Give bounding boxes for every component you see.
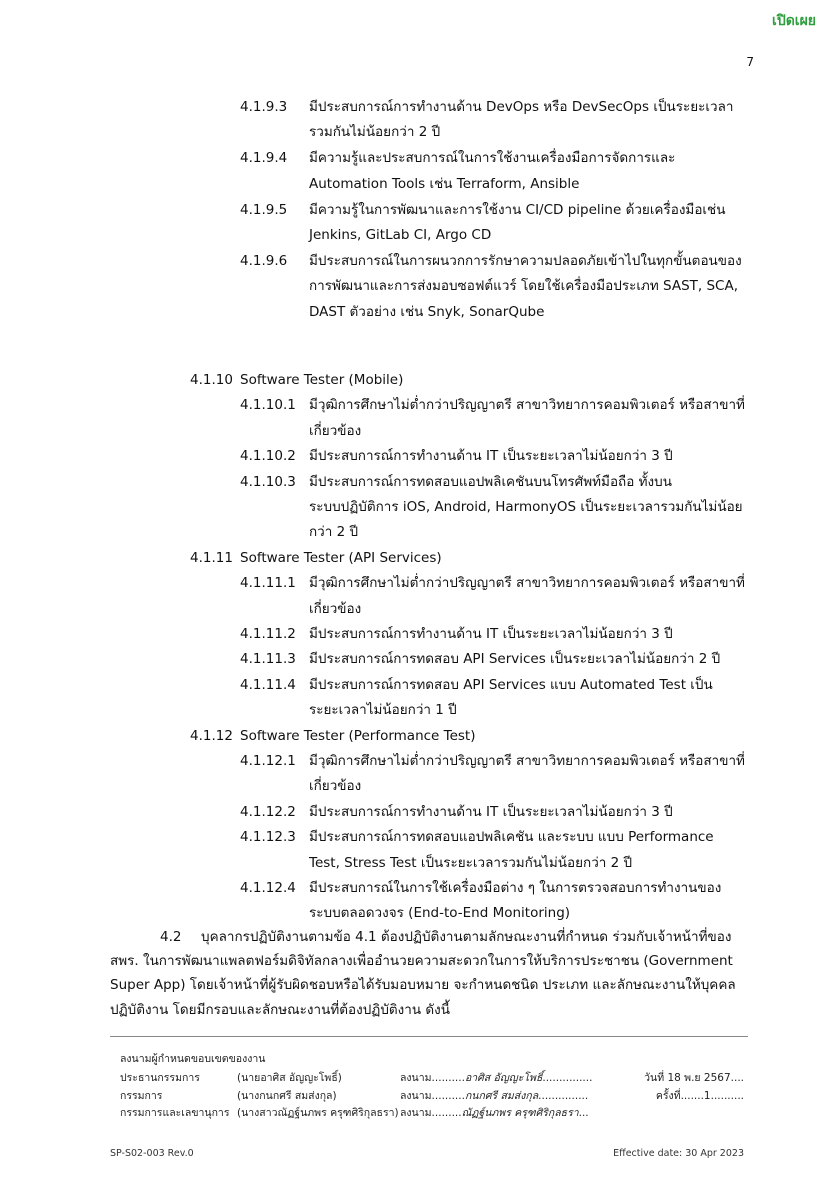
item-text-line: Test, Stress Test เป็นระยะเวลารวมกันไม่น้อยกว่า 2 ปี: [309, 854, 633, 871]
item-text-line: รวมกันไม่น้อยกว่า 2 ปี: [309, 124, 441, 141]
item-number: 4.1.10.3: [240, 473, 296, 490]
item-text-line: DAST ตัวอย่าง เช่น Snyk, SonarQube: [309, 303, 545, 320]
signature-name: กนกศรี สมส่งกุล: [464, 1089, 539, 1102]
item-number: 4.1.10.2: [240, 448, 296, 465]
section-number: 4.1.10: [190, 372, 233, 388]
signature-suffix: ...............: [542, 1072, 593, 1084]
item-text-line: ระยะเวลาไม่น้อยกว่า 1 ปี: [309, 702, 457, 719]
paragraph-line: Super App) โดยเจ้าหน้าที่ผู้รับผิดชอบหรือได้รับมอบหมาย จะกำหนดชนิด ประเภท และลักษณะงานให้บุคคล: [110, 977, 736, 994]
signature-prefix: ลงนาม..........: [400, 1072, 465, 1084]
disclosure-badge: เปิดเผย: [772, 13, 816, 29]
item-text-line: มีประสบการณ์การทำงานด้าน IT เป็นระยะเวลาไม่น้อยกว่า 3 ปี: [309, 803, 673, 820]
item-number: 4.1.12.2: [240, 803, 296, 820]
signature-name: ณัฏฐ์นภพร ครุฑศิริกุลธรา: [461, 1107, 579, 1119]
item-text-line: มีความรู้ในการพัฒนาและการใช้งาน CI/CD pipeline ด้วยเครื่องมือเช่น: [309, 201, 726, 218]
footer-effective-date: Effective date: 30 Apr 2023: [613, 1148, 744, 1159]
signature-heading: ลงนามผู้กำหนดขอบเขตของงาน: [120, 1053, 266, 1065]
signer-role: กรรมการ: [120, 1089, 163, 1102]
signature-line: [400, 1089, 588, 1103]
item-number: 4.1.9.6: [240, 252, 288, 269]
item-text-line: เกี่ยวข้อง: [309, 778, 362, 795]
paragraph-line: สพร. ในการพัฒนาแพลตฟอร์มดิจิทัลกลางเพื่ออำนวยความสะดวกในการให้บริการประชาชน (Government: [110, 953, 733, 970]
signer-name: (นายอาศิส อัญญะโพธิ์): [237, 1072, 342, 1084]
item-text-line: มีประสบการณ์การทำงานด้าน IT เป็นระยะเวลาไม่น้อยกว่า 3 ปี: [309, 448, 673, 465]
item-text-line: ระบบปฏิบัติการ iOS, Android, HarmonyOS เป็นระยะเวลารวมกันไม่น้อย: [309, 499, 743, 515]
item-text-line: มีวุฒิการศึกษาไม่ต่ำกว่าปริญญาตรี สาขาวิทยาการคอมพิวเตอร์ หรือสาขาที่: [309, 753, 745, 769]
item-text-line: ระบบตลอดวงจร (End-to-End Monitoring): [309, 905, 571, 922]
item-text-line: Jenkins, GitLab CI, Argo CD: [309, 227, 492, 243]
item-number: 4.1.12.3: [240, 829, 296, 846]
item-text-line: กว่า 2 ปี: [309, 524, 359, 541]
item-number: 4.1.12.1: [240, 753, 296, 769]
item-text-line: มีประสบการณ์การทดสอบ API Services เป็นระยะเวลาไม่น้อยกว่า 2 ปี: [309, 651, 721, 668]
section-number: 4.1.12: [190, 727, 233, 744]
item-number: 4.1.11.4: [240, 676, 296, 693]
item-number: 4.1.11.3: [240, 651, 296, 668]
paragraph-number: 4.2: [160, 929, 182, 945]
page-number: 7: [746, 55, 754, 69]
item-number: 4.1.12.4: [240, 880, 296, 896]
footer-doc-code: SP-S02-003 Rev.0: [110, 1148, 194, 1159]
item-text-line: มีความรู้และประสบการณ์ในการใช้งานเครื่องมือการจัดการและ: [309, 150, 676, 167]
item-text-line: มีวุฒิการศึกษาไม่ต่ำกว่าปริญญาตรี สาขาวิทยาการคอมพิวเตอร์ หรือสาขาที่: [309, 575, 745, 592]
section-title: Software Tester (Performance Test): [240, 727, 476, 744]
signature-suffix: ...: [578, 1107, 589, 1119]
signer-role: ประธานกรรมการ: [120, 1072, 200, 1084]
signature-meta: วันที่ 18 พ.ย 2567....: [644, 1072, 744, 1084]
signature-line: [400, 1106, 589, 1120]
item-number: 4.1.11.1: [240, 575, 296, 592]
item-text-line: มีประสบการณ์การทำงานด้าน IT เป็นระยะเวลาไม่น้อยกว่า 3 ปี: [309, 626, 673, 642]
section-number: 4.1.11: [190, 549, 233, 566]
section-title: Software Tester (API Services): [240, 549, 442, 566]
signature-meta: ครั้งที่.......1..........: [655, 1089, 744, 1102]
signature-line: [400, 1071, 592, 1085]
item-text-line: การพัฒนาและการส่งมอบซอฟต์แวร์ โดยใช้เครื่องมือประเภท SAST, SCA,: [309, 278, 739, 295]
item-text-line: เกี่ยวข้อง: [309, 422, 362, 439]
item-text-line: มีวุฒิการศึกษาไม่ต่ำกว่าปริญญาตรี สาขาวิทยาการคอมพิวเตอร์ หรือสาขาที่: [309, 397, 745, 414]
item-number: 4.1.11.2: [240, 626, 296, 642]
signer-role: กรรมการและเลขานุการ: [120, 1107, 230, 1119]
paragraph-line: ปฏิบัติงาน โดยมีกรอบและลักษณะงานที่ต้องปฏิบัติงาน ดังนี้: [110, 1001, 450, 1018]
item-text-line: มีประสบการณ์ในการใช้เครื่องมือต่าง ๆ ในการตรวจสอบการทำงานของ: [309, 880, 722, 896]
item-text-line: มีประสบการณ์การทดสอบแอปพลิเคชันบนโทรศัพท์มือถือ ทั้งบน: [309, 473, 672, 490]
item-number: 4.1.9.4: [240, 150, 288, 167]
item-text-line: มีประสบการณ์การทดสอบแอปพลิเคชัน และระบบ แบบ Performance: [309, 829, 714, 846]
item-text-line: Automation Tools เช่น Terraform, Ansible: [309, 175, 580, 192]
signer-name: (นางกนกศรี สมส่งกุล): [237, 1089, 337, 1102]
item-number: 4.1.9.5: [240, 201, 288, 218]
item-text-line: มีประสบการณ์การทดสอบ API Services แบบ Automated Test เป็น: [309, 676, 713, 693]
item-text-line: มีประสบการณ์การทำงานด้าน DevOps หรือ DevSecOps เป็นระยะเวลา: [309, 99, 734, 115]
signature-name: อาศิส อัญญะโพธิ์: [464, 1072, 543, 1084]
signer-name: (นางสาวณัฏฐ์นภพร ครุฑศิริกุลธรา): [237, 1107, 399, 1119]
signature-suffix: ...............: [538, 1089, 589, 1102]
item-text-line: เกี่ยวข้อง: [309, 600, 362, 617]
signature-separator: [110, 1036, 748, 1037]
signature-prefix: ลงนาม.........: [400, 1107, 462, 1119]
section-title: Software Tester (Mobile): [240, 372, 404, 388]
paragraph-line: บุคลากรปฏิบัติงานตามข้อ 4.1 ต้องปฏิบัติงานตามลักษณะงานที่กำหนด ร่วมกับเจ้าหน้าที่ของ: [201, 929, 732, 945]
item-number: 4.1.9.3: [240, 99, 288, 115]
item-text-line: มีประสบการณ์ในการผนวกการรักษาความปลอดภัยเข้าไปในทุกขั้นตอนของ: [309, 252, 742, 269]
item-number: 4.1.10.1: [240, 397, 296, 414]
signature-prefix: ลงนาม..........: [400, 1089, 465, 1102]
